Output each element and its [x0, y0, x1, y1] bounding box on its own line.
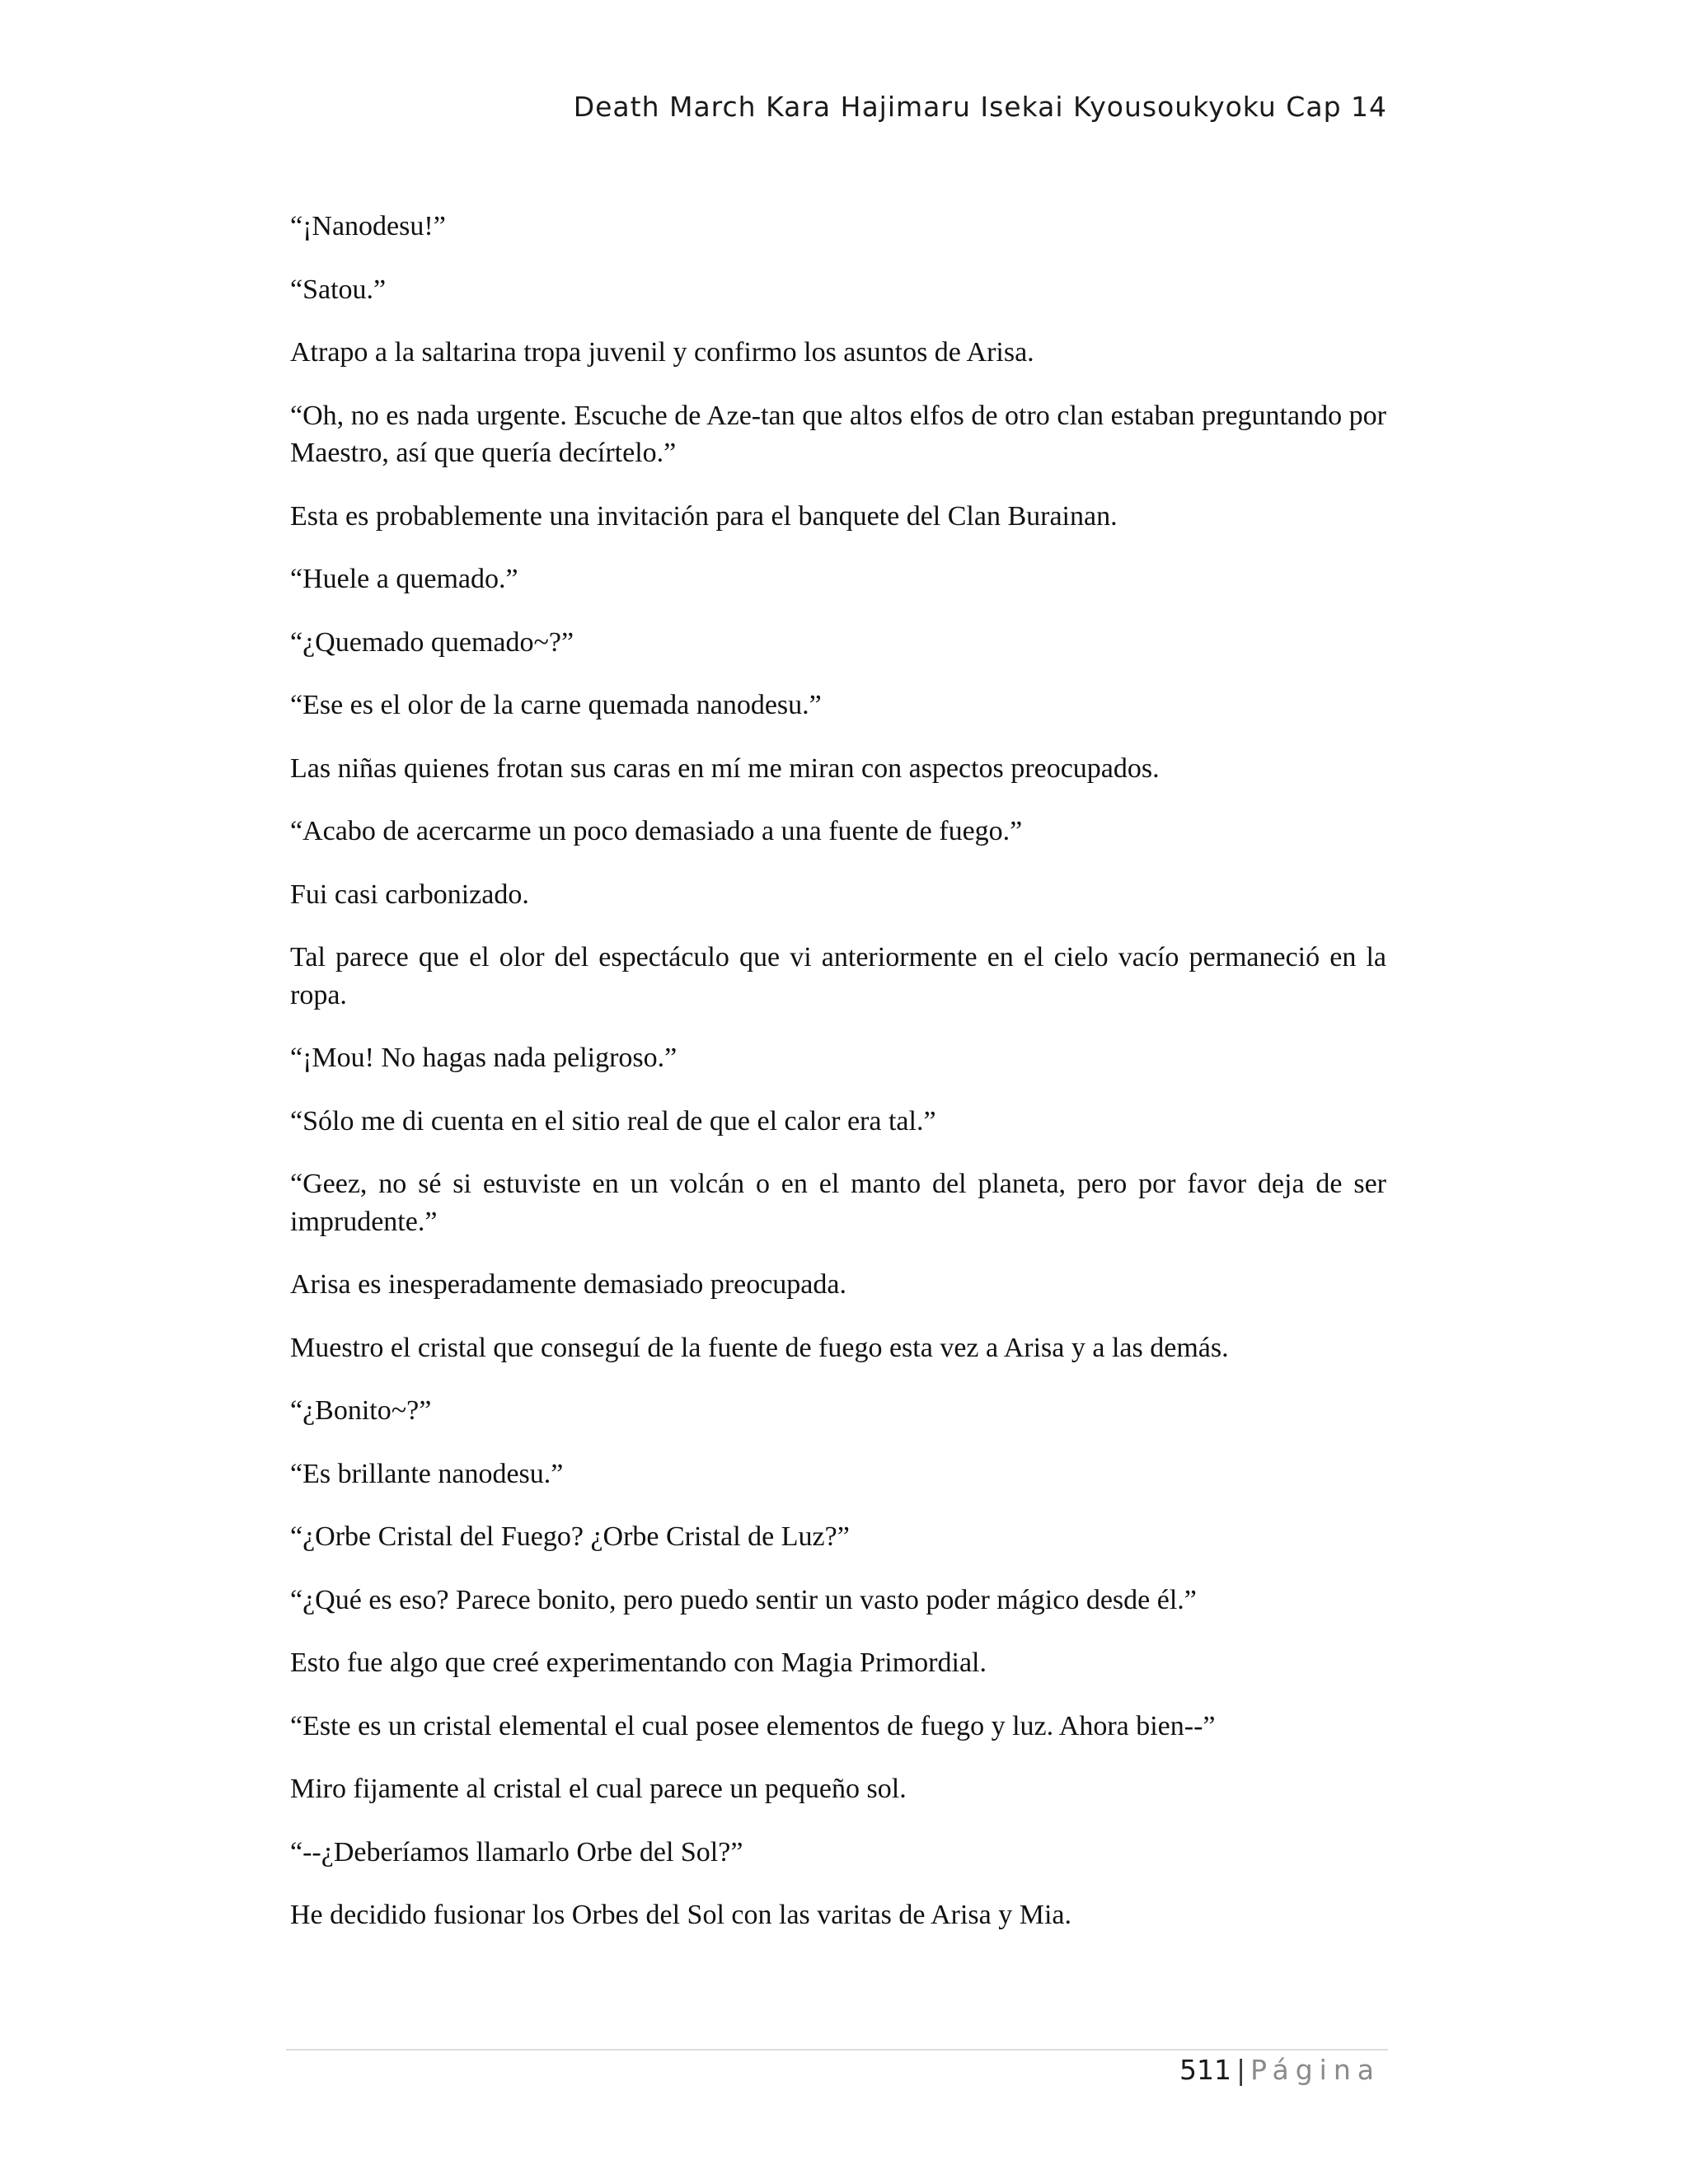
running-header: Death March Kara Hajimaru Isekai Kyousoukyoku Cap 14	[573, 91, 1387, 123]
paragraph: “¡Nanodesu!”	[290, 211, 446, 241]
paragraph: “Sólo me di cuenta en el sitio real de que el calor era tal.”	[290, 1105, 936, 1137]
paragraph: “¿Bonito~?”	[290, 1395, 432, 1426]
page-number: 511	[1179, 2054, 1231, 2086]
paragraph: Atrapo a la saltarina tropa juvenil y confirmo los asuntos de Arisa.	[290, 337, 1034, 368]
paragraph: “Ese es el olor de la carne quemada nanodesu.”	[290, 690, 822, 720]
paragraph: “Geez, no sé si estuviste en un volcán o en el manto del planeta, pero por favor deja de ser imprudente.”	[290, 1169, 1386, 1237]
paragraph: Las niñas quienes frotan sus caras en mí me miran con aspectos preocupados.	[290, 752, 1160, 784]
paragraph: “¿Orbe Cristal del Fuego? ¿Orbe Cristal de Luz?”	[290, 1521, 850, 1552]
paragraph: Esta es probablemente una invitación para el banquete del Clan Burainan.	[290, 500, 1118, 532]
paragraph: “¡Mou! No hagas nada peligroso.”	[290, 1043, 678, 1073]
paragraph: “Oh, no es nada urgente. Escuche de Aze-tan que altos elfos de otro clan estaban preguntando por Maestro, así que quería decírtelo.”	[290, 400, 1386, 468]
paragraph: Tal parece que el olor del espectáculo que vi anteriormente en el cielo vacío permaneció en la ropa.	[290, 942, 1386, 1010]
footer-separator: |	[1236, 2054, 1246, 2086]
paragraph: Esto fue algo que creé experimentando con Magia Primordial.	[290, 1647, 987, 1678]
paragraph: Miro fijamente al cristal el cual parece un pequeño sol.	[290, 1774, 907, 1804]
page-footer	[1179, 2050, 1381, 2090]
paragraph: “¿Quemado quemado~?”	[290, 626, 574, 658]
paragraph: Fui casi carbonizado.	[290, 879, 529, 910]
paragraph: Arisa es inesperadamente demasiado preocupada.	[290, 1269, 846, 1300]
paragraph: “¿Qué es eso? Parece bonito, pero puedo sentir un vasto poder mágico desde él.”	[290, 1584, 1197, 1615]
paragraph: “Es brillante nanodesu.”	[290, 1458, 564, 1489]
paragraph: “Satou.”	[290, 274, 387, 305]
paragraph: He decidido fusionar los Orbes del Sol con las varitas de Arisa y Mia.	[290, 1900, 1072, 1930]
paragraph: “Acabo de acercarme un poco demasiado a una fuente de fuego.”	[290, 816, 1023, 846]
paragraph: “Este es un cristal elemental el cual posee elementos de fuego y luz. Ahora bien--”	[290, 1710, 1216, 1741]
body-text	[290, 208, 1386, 1960]
paragraph: “Huele a quemado.”	[290, 564, 518, 594]
paragraph: Muestro el cristal que conseguí de la fuente de fuego esta vez a Arisa y a las demás.	[290, 1332, 1229, 1363]
page-label: Página	[1250, 2054, 1381, 2086]
paragraph: “--¿Deberíamos llamarlo Orbe del Sol?”	[290, 1836, 743, 1868]
